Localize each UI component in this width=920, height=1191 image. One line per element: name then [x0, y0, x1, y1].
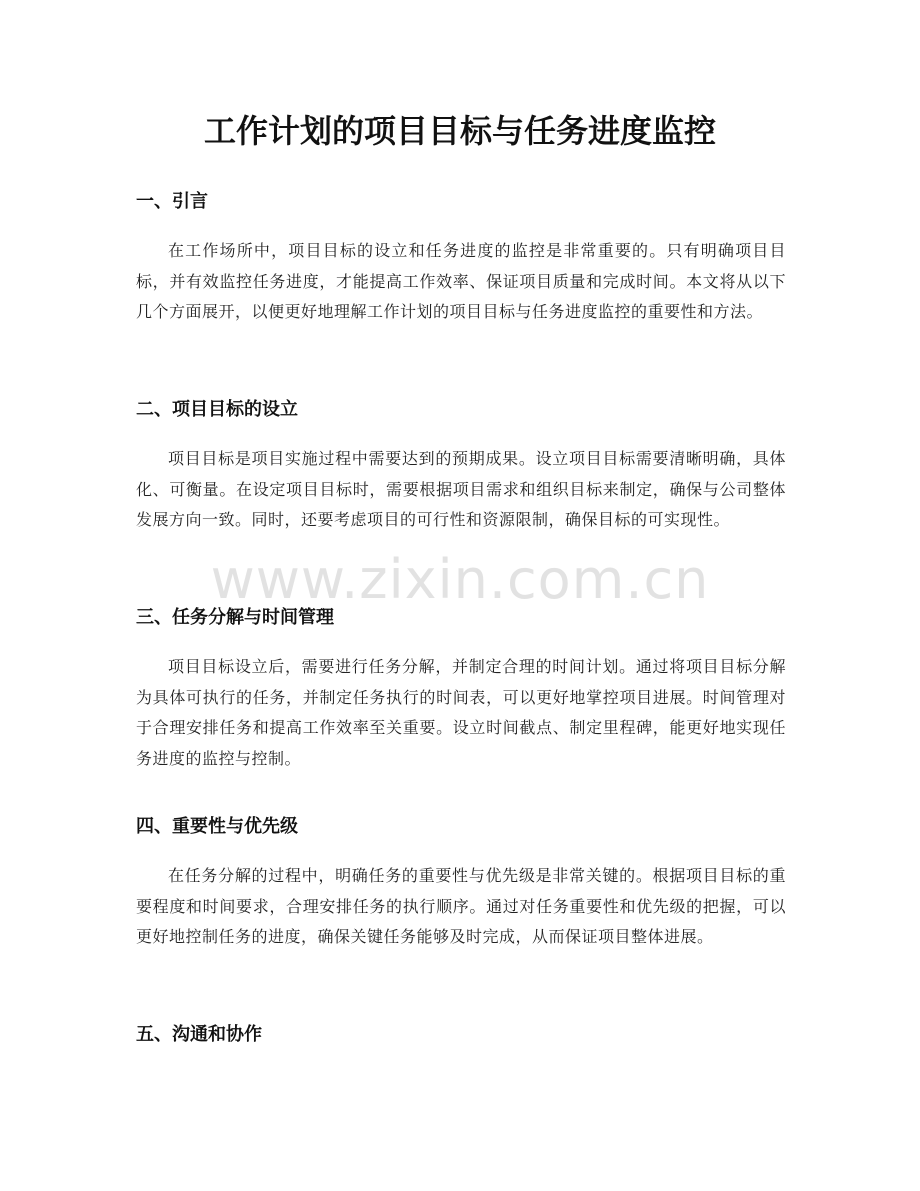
section-heading: 二、项目目标的设立	[136, 399, 298, 420]
section-project-goals	[136, 396, 786, 529]
section-task-breakdown	[136, 604, 786, 768]
section-heading: 四、重要性与优先级	[136, 816, 298, 837]
page-title: 工作计划的项目目标与任务进度监控	[203, 112, 716, 150]
section-communication	[136, 1021, 786, 1049]
section-paragraph: 项目目标设立后，需要进行任务分解，并制定合理的时间计划。通过将项目目标分解为具体可执行的任务，并制定任务执行的时间表，可以更好地掌控项目进展。时间管理对于合理安排任务和提高工作效率至关重要。设立时间截点、制定里程碑，能更好地实现任务进度的监控与控制。	[136, 657, 786, 768]
section-paragraph: 在任务分解的过程中，明确任务的重要性与优先级是非常关键的。根据项目目标的重要程度和时间要求，合理安排任务的执行顺序。通过对任务重要性和优先级的把握，可以更好地控制任务的进度，确保关键任务能够及时完成，从而保证项目整体进展。	[136, 866, 786, 946]
watermark: www.zixin.com.cn	[210, 548, 710, 611]
section-heading: 三、任务分解与时间管理	[136, 607, 334, 628]
section-paragraph: 项目目标是项目实施过程中需要达到的预期成果。设立项目目标需要清晰明确，具体化、可衡量。在设定项目目标时，需要根据项目需求和组织目标来制定，确保与公司整体发展方向一致。同时，还要考虑项目的可行性和资源限制，确保目标的可实现性。	[136, 449, 786, 529]
section-introduction	[136, 188, 786, 321]
section-paragraph: 在工作场所中，项目目标的设立和任务进度的监控是非常重要的。只有明确项目目标，并有效监控任务进度，才能提高工作效率、保证项目质量和完成时间。本文将从以下几个方面展开，以便更好地理解工作计划的项目目标与任务进度监控的重要性和方法。	[136, 241, 786, 321]
section-heading: 一、引言	[136, 191, 208, 212]
section-priority	[136, 813, 786, 946]
section-heading: 五、沟通和协作	[136, 1024, 262, 1045]
